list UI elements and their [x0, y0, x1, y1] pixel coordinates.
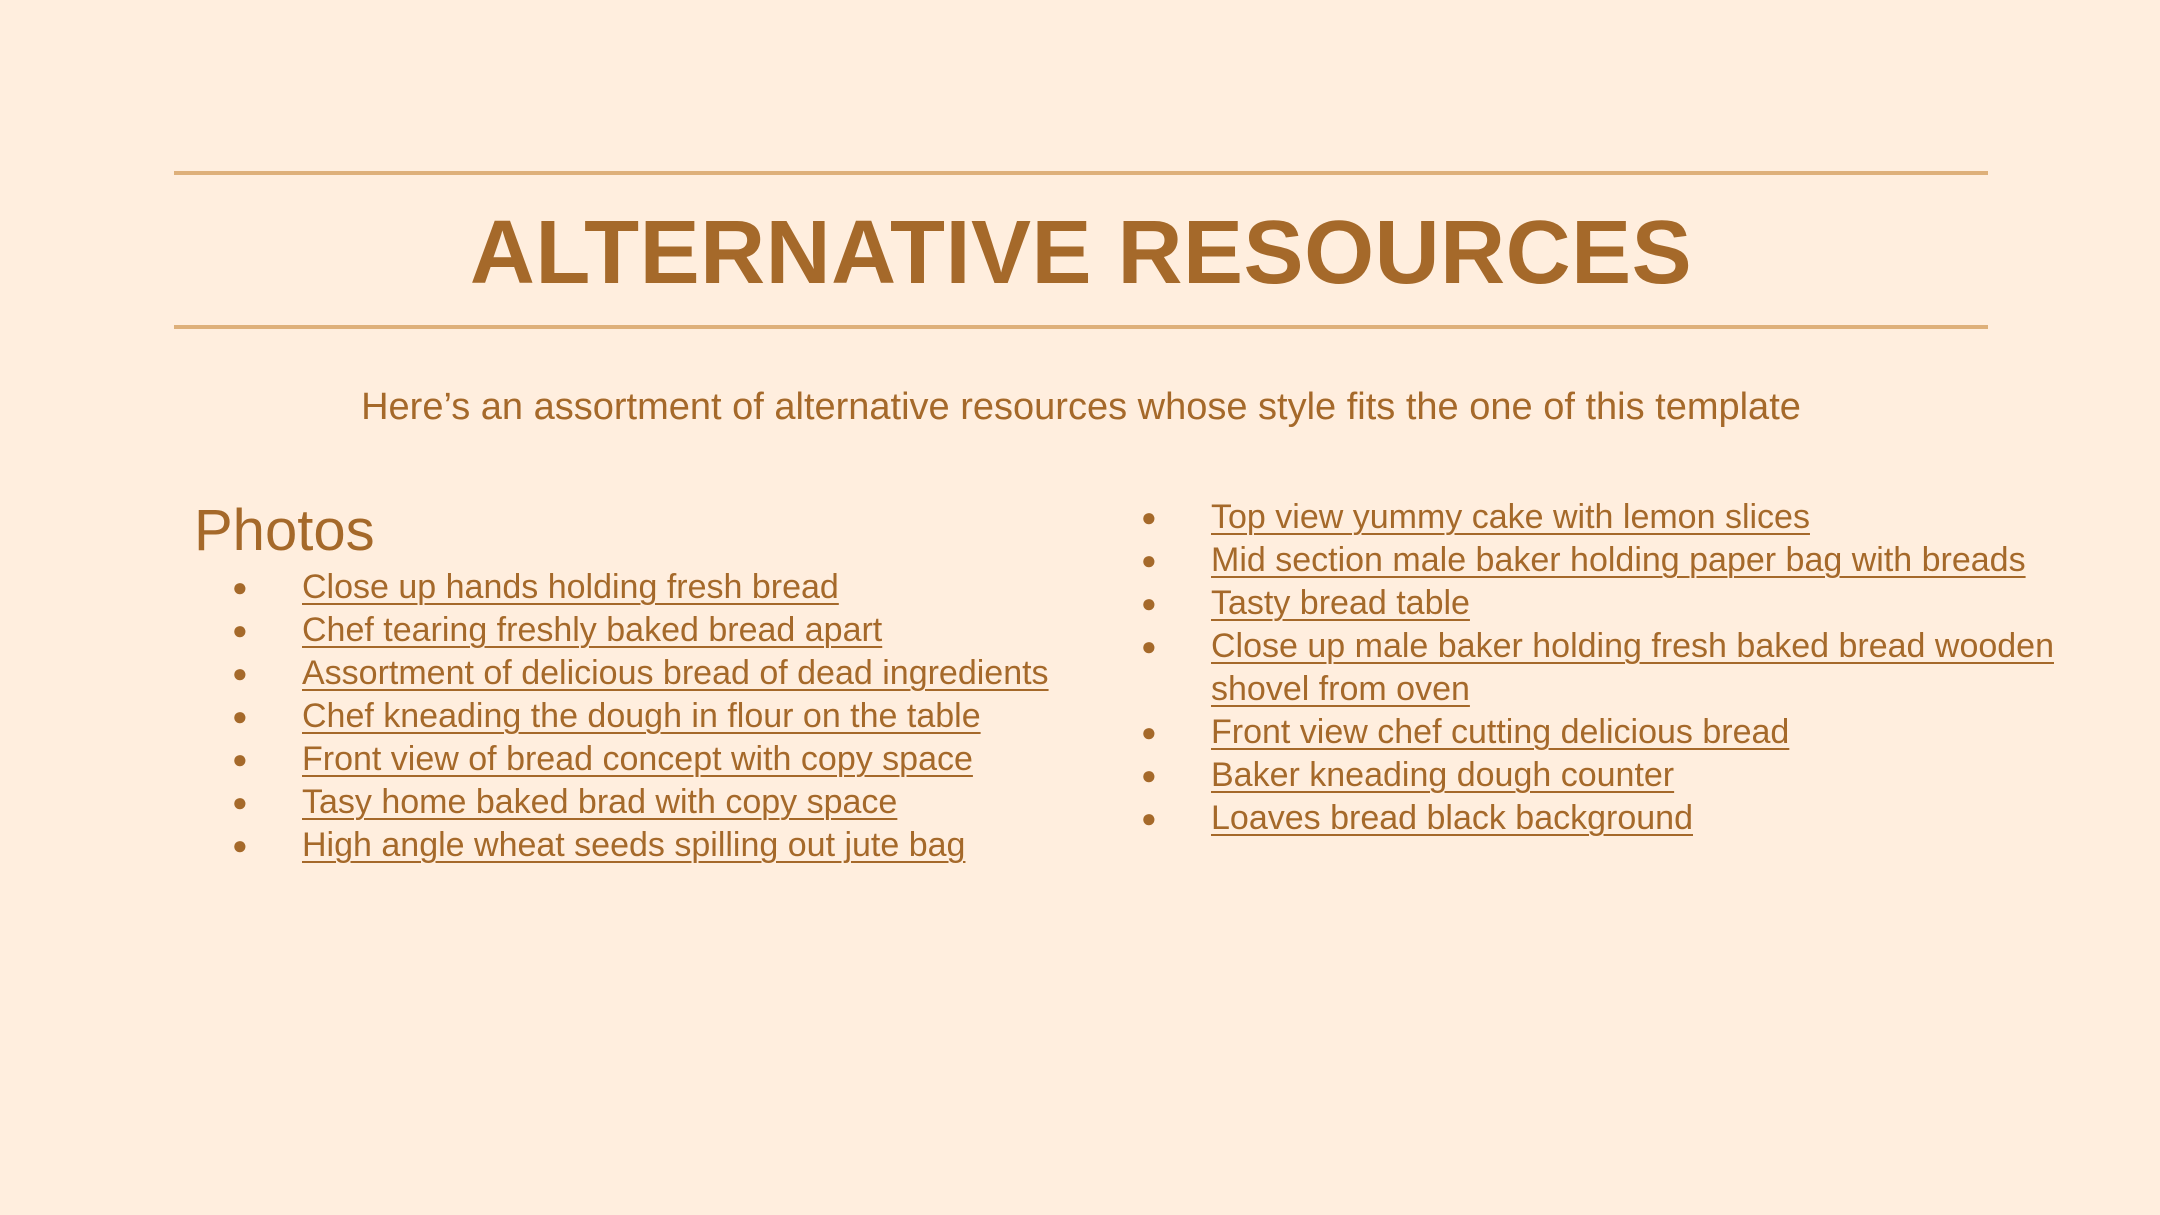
bullet-icon: ● [1141, 502, 1157, 532]
list-item [194, 824, 1122, 867]
right-link-list [1103, 496, 2054, 840]
bullet-icon: ● [1141, 588, 1157, 618]
list-item [194, 738, 1122, 781]
resource-link[interactable]: Chef tearing freshly baked bread apart [302, 611, 883, 649]
right-column [1103, 496, 2054, 840]
bullet-icon: ● [1141, 717, 1157, 747]
list-item [194, 695, 1122, 738]
slide-title: ALTERNATIVE RESOURCES [469, 203, 1693, 303]
resource-link[interactable]: Baker kneading dough counter [1211, 756, 1675, 794]
resource-link[interactable]: Chef kneading the dough in flour on the table [302, 697, 981, 735]
bullet-icon: ● [232, 658, 248, 688]
resource-link[interactable]: Front view of bread concept with copy space [302, 740, 973, 778]
resource-link[interactable]: Top view yummy cake with lemon slices [1211, 498, 1810, 536]
left-link-list [194, 566, 1094, 867]
list-item [194, 609, 1122, 652]
title-top-rule [174, 171, 1988, 175]
left-column [194, 496, 1094, 867]
bullet-icon: ● [1141, 760, 1157, 790]
bullet-icon: ● [232, 615, 248, 645]
bullet-icon: ● [1141, 545, 1157, 575]
list-item [1103, 625, 2091, 711]
list-item [1103, 496, 2091, 539]
resource-link[interactable]: Mid section male baker holding paper bag with breads [1211, 541, 2026, 579]
bullet-icon: ● [232, 787, 248, 817]
list-item [1103, 539, 2091, 582]
list-item [1103, 711, 2091, 754]
slide-subtitle: Here’s an assortment of alternative resources whose style fits the one of this template [361, 386, 1801, 428]
resource-link[interactable]: Close up male baker holding fresh baked bread wooden shovel from oven [1211, 627, 2054, 708]
list-item [194, 652, 1122, 695]
list-item [1103, 582, 2091, 625]
resource-link[interactable]: High angle wheat seeds spilling out jute bag [302, 826, 966, 864]
resource-link[interactable]: Assortment of delicious bread of dead ingredients [302, 654, 1049, 692]
photos-heading: Photos [194, 498, 375, 563]
title-bottom-rule [174, 325, 1988, 329]
resource-link[interactable]: Front view chef cutting delicious bread [1211, 713, 1790, 751]
list-item [194, 781, 1122, 824]
bullet-icon: ● [1141, 631, 1157, 661]
resource-link[interactable]: Close up hands holding fresh bread [302, 568, 839, 606]
list-item [1103, 754, 2091, 797]
bullet-icon: ● [1141, 803, 1157, 833]
bullet-icon: ● [232, 572, 248, 602]
resource-link[interactable]: Tasty bread table [1211, 584, 1470, 622]
list-item [194, 566, 1122, 609]
bullet-icon: ● [232, 744, 248, 774]
bullet-icon: ● [232, 830, 248, 860]
bullet-icon: ● [232, 701, 248, 731]
resource-link[interactable]: Loaves bread black background [1211, 799, 1693, 837]
list-item [1103, 797, 2091, 840]
resource-link[interactable]: Tasy home baked brad with copy space [302, 783, 898, 821]
